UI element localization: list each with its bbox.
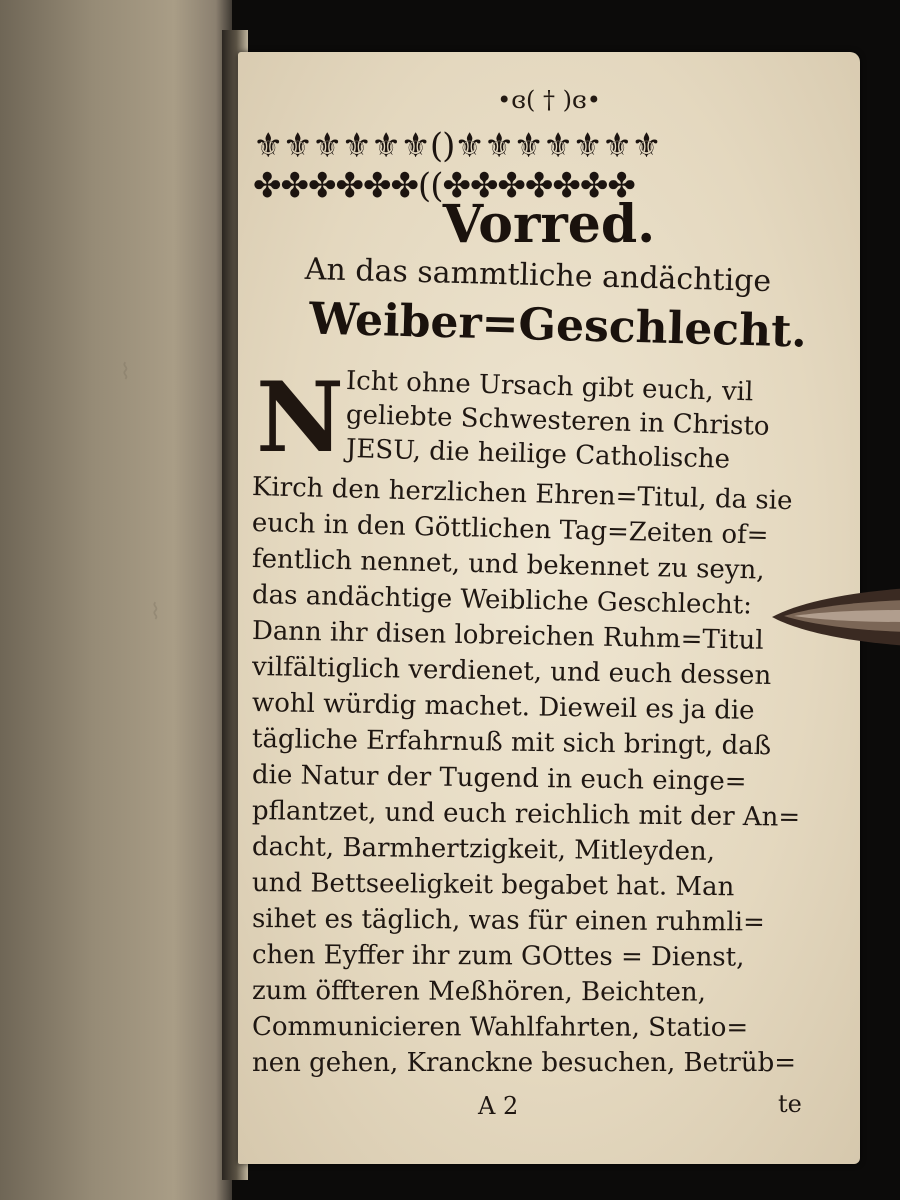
show-through-text: ⌇ [120, 360, 131, 385]
text-line: Dann ihr disen lobreichen Ruhm=Titul [251, 616, 764, 656]
text-line: chen Eyffer ihr zum GOttes = Dienst, [251, 940, 745, 973]
text-line: vilfältiglich verdienet, und euch dessen [251, 652, 772, 692]
page-subtitle: An das sammtliche andächtige [304, 251, 772, 300]
text-line: dacht, Barmhertzigkeit, Mitleyden, [251, 832, 716, 867]
page-header-mark: •ɞ( † )ɞ• [497, 86, 601, 114]
page-subtitle-2: Weiber=Geschlecht. [308, 293, 808, 358]
text-line: das andächtige Weibliche Geschlecht: [251, 580, 753, 621]
text-line: Icht ohne Ursach gibt euch, vil [345, 366, 754, 408]
text-line: und Bettseeligkeit begabet hat. Man [251, 868, 735, 903]
text-line: pflantzet, und euch reichlich mit der An= [251, 796, 801, 833]
text-line: euch in den Göttlichen Tag=Zeiten of= [251, 508, 769, 551]
catchword: te [778, 1090, 802, 1118]
text-line: Kirch den herzlichen Ehren=Titul, da sie [251, 472, 793, 517]
text-line: sihet es täglich, was für einen ruhmli= [251, 904, 765, 938]
page-title: Vorred. [442, 194, 656, 255]
text-line: fentlich nennet, und bekennet zu seyn, [251, 544, 765, 586]
decorated-initial: N [256, 361, 344, 474]
text-line: nen gehen, Kranckne besuchen, Betrüb= [252, 1048, 797, 1078]
right-page [238, 52, 860, 1164]
text-line: die Natur der Tugend in euch einge= [251, 760, 747, 797]
text-line: wohl würdig machet. Dieweil es ja die [251, 688, 755, 726]
ornament-band-top: ⚜⚜⚜⚜⚜⚜()⚜⚜⚜⚜⚜⚜⚜ [253, 126, 661, 166]
text-line: Communicieren Wahlfahrten, Statio= [251, 1012, 749, 1043]
text-line: JESU, die heilige Catholische [345, 434, 731, 475]
text-line: tägliche Erfahrnuß mit sich bringt, daß [251, 724, 772, 762]
text-line: geliebte Schwesteren in Christo [345, 400, 770, 442]
ornament-band-bottom: ✤✤✤✤✤✤((✤✤✤✤✤✤✤ [253, 166, 635, 206]
left-page [0, 0, 232, 1200]
text-line: zum öffteren Meßhören, Beichten, [251, 976, 707, 1008]
show-through-text-2: ⌇ [150, 600, 161, 625]
bookmark-pointer-icon [770, 582, 900, 652]
signature-mark: A 2 [478, 1092, 519, 1120]
